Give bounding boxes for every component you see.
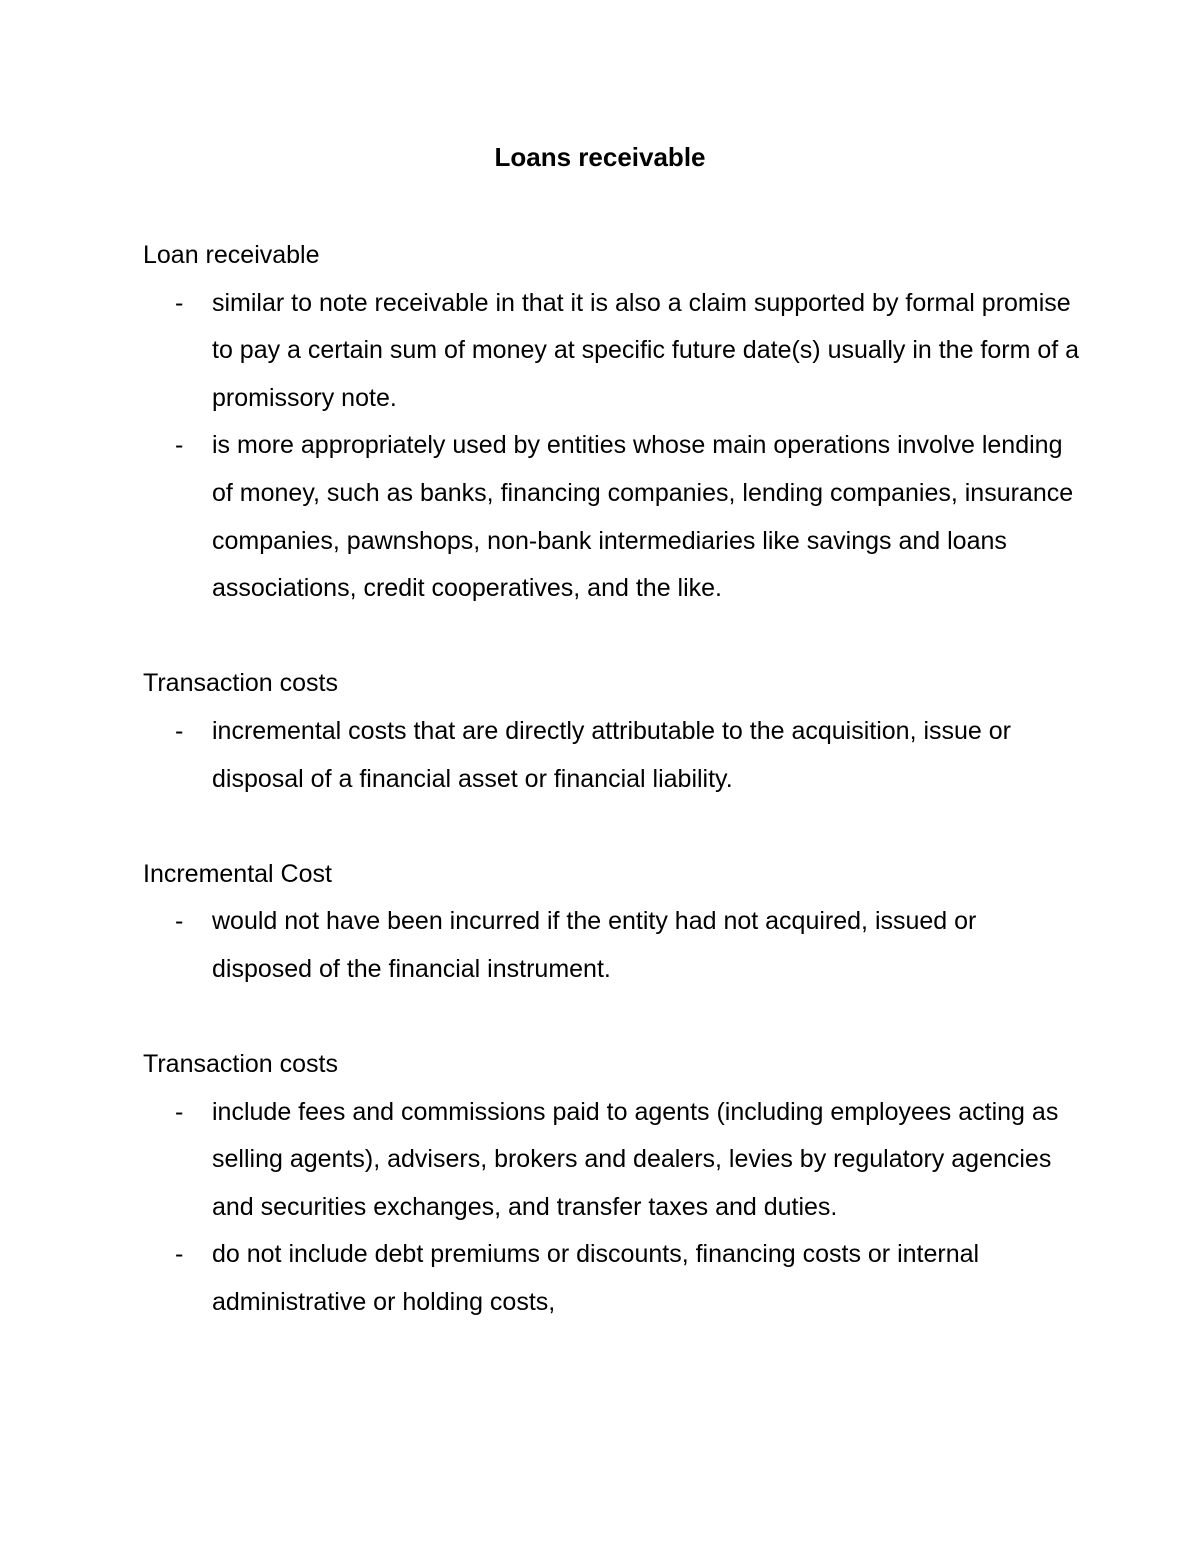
section-heading: Transaction costs [143, 1050, 338, 1079]
bullet-text: similar to note receivable in that it is also a claim supported by formal promise to pay a certain sum of money at specific future date(s) usually in the form of a promissory note. [212, 288, 1080, 412]
section-transaction-costs-detail [143, 1041, 1083, 1327]
bullet-item [143, 898, 1083, 993]
section-incremental-cost [143, 851, 1083, 994]
bullet-text: do not include debt premiums or discounts, financing costs or internal administrative or holding costs, [212, 1240, 980, 1317]
bullet-text: incremental costs that are directly attributable to the acquisition, issue or disposal of a financial asset or financial liability. [212, 716, 1012, 793]
bullet-text: would not have been incurred if the entity had not acquired, issued or disposed of the financial instrument. [212, 907, 977, 983]
bullet-dash: - [175, 716, 184, 745]
bullet-dash: - [175, 907, 184, 936]
bullet-item [143, 1231, 1083, 1326]
bullet-list [143, 1089, 1083, 1327]
bullet-dash: - [175, 431, 184, 460]
bullet-dash: - [175, 1240, 184, 1269]
bullet-dash: - [175, 1097, 184, 1126]
section-heading: Loan receivable [143, 241, 320, 269]
bullet-dash: - [175, 288, 184, 317]
section-heading: Incremental Cost [143, 859, 332, 888]
section-loan-receivable [143, 232, 1083, 613]
section-heading: Transaction costs [143, 669, 338, 698]
document-body [143, 232, 1083, 1374]
bullet-item [143, 708, 1083, 803]
bullet-list [143, 280, 1083, 613]
bullet-list [143, 708, 1083, 803]
bullet-item [143, 1089, 1083, 1232]
bullet-item [143, 422, 1083, 612]
bullet-item [143, 280, 1083, 423]
document-title: Loans receivable [494, 142, 706, 172]
bullet-text: is more appropriately used by entities whose main operations involve lending of money, such as banks, financing companies, lending companies, insurance companies, pawnshops, non-bank intermediaries like savings and loans associations, credit cooperatives, and the like. [212, 431, 1074, 603]
section-transaction-costs [143, 660, 1083, 803]
bullet-list [143, 898, 1083, 993]
bullet-text: include fees and commissions paid to agents (including employees acting as selling agents), advisers, brokers and dealers, levies by regulatory agencies and securities exchanges, and transfer taxes and duties. [212, 1097, 1059, 1221]
